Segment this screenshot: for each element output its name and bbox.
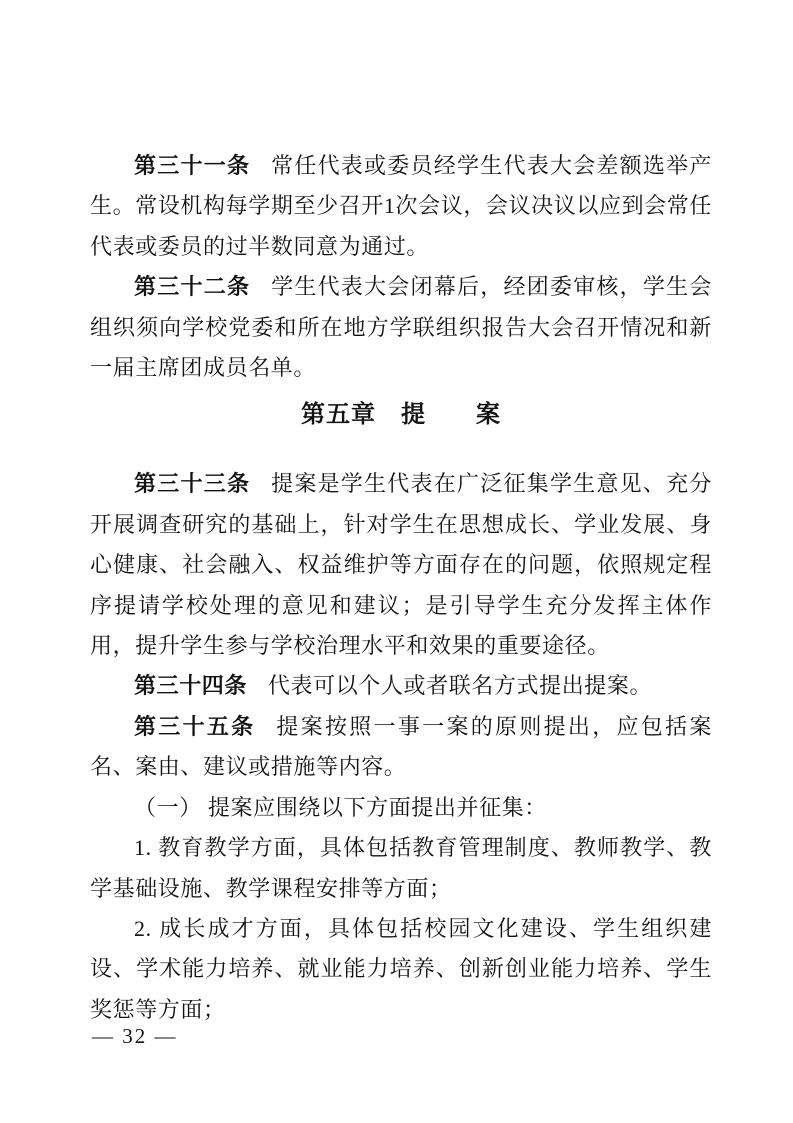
clause-item-1-paragraph: [90, 828, 712, 909]
chapter-heading: 第五章 提 案: [301, 402, 501, 429]
article-34-paragraph: [90, 666, 712, 706]
article-31-label: 第三十一条: [134, 153, 251, 178]
article-35-text: 提案按照一事一案的原则提出，应包括案名、案由、建议或措施等内容。: [90, 713, 712, 780]
article-34-text: 代表可以个人或者联名方式提出提案。: [267, 673, 653, 699]
clause-item-2-paragraph: [90, 909, 712, 1030]
article-33-text: 提案是学生代表在广泛征集学生意见、充分开展调查研究的基础上，针对学生在思想成长、学业发展、身心健康、社会融入、权益维护等方面存在的问题，依照规定程序提请学校处理的意见和建议；是引导学生充分发挥主体作用，提升学生参与学校治理水平和效果的重要途径。: [90, 471, 712, 659]
clause-item-1-text: 1. 教育教学方面，具体包括教育管理制度、教师教学、教学基础设施、教学课程安排等方面；: [90, 835, 712, 901]
article-33-label: 第三十三条: [134, 471, 251, 497]
article-31-text: 常任代表或委员经学生代表大会差额选举产生。常设机构每学期至少召开1次会议，会议决议以应到会常任代表或委员的过半数同意为通过。: [90, 153, 712, 259]
article-34-label: 第三十四条: [134, 673, 248, 699]
article-32-text: 学生代表大会闭幕后，经团委审核，学生会组织须向学校党委和所在地方学联组织报告大会召开情况和新一届主席团成员名单。: [90, 274, 712, 381]
article-32-paragraph: [90, 267, 712, 388]
clause-1-paragraph: [90, 788, 712, 828]
article-35-paragraph: [90, 707, 712, 788]
article-32-label: 第三十二条: [134, 274, 251, 300]
article-35-label: 第三十五条: [134, 713, 256, 739]
article-33-paragraph: [90, 464, 712, 666]
article-31-paragraph: [90, 146, 712, 267]
clause-1-text: （一） 提案应围绕以下方面提出并征集：: [134, 794, 547, 820]
clause-item-2-text: 2. 成长成才方面，具体包括校园文化建设、学生组织建设、学术能力培养、就业能力培养、创新创业能力培养、学生奖惩等方面；: [90, 915, 712, 1022]
page-number: — 32 —: [92, 1024, 178, 1048]
document-content: [90, 146, 712, 1030]
